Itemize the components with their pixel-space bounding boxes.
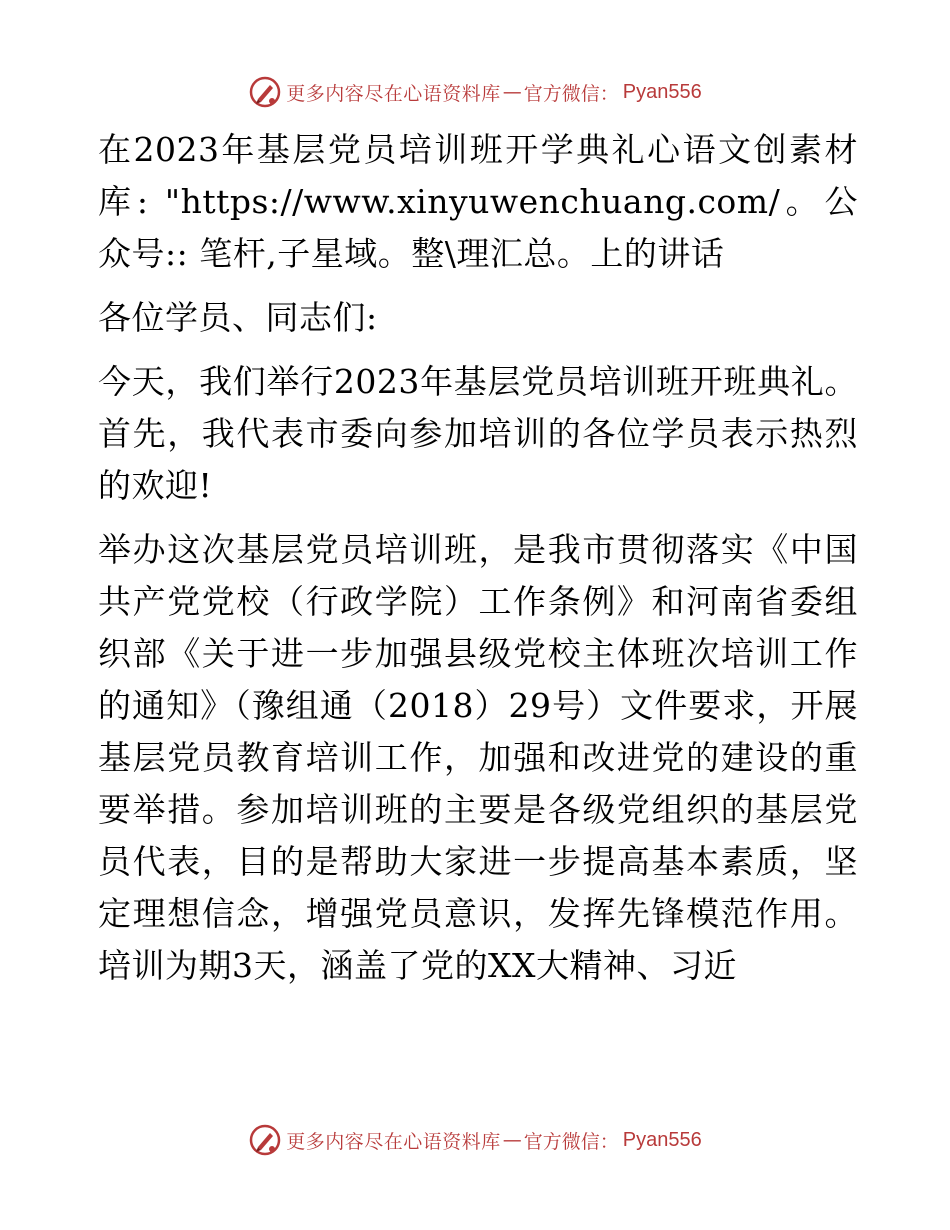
- paragraph-purpose: 举办这次基层党员培训班，是我市贯彻落实《中国共产党党校（行政学院）工作条例》和河南省委组织部《关于进一步加强县级党校主体班次培训工作的通知》（豫组通（2018）29号）文件要求，开展基层党员教育培训工作，加强和改进党的建设的重要举措。参加培训班的主要是各级党组织的基层党员代表，目的是帮助大家进一步提高基本素质，坚定理想信念，增强党员意识，发挥先锋模范作用。培训为期3天，涵盖了党的XX大精神、习近: [98, 530, 858, 985]
- paragraph-welcome: 今天，我们举行2023年基层党员培训班开班典礼。首先，我代表市委向参加培训的各位学员表示热烈的欢迎!: [98, 362, 858, 505]
- document-body: [98, 124, 858, 1004]
- banner-wechat-id: Pyan556: [622, 80, 702, 103]
- banner-separator: —: [502, 1129, 522, 1151]
- banner-brand-text: 更多内容尽在心语资料库: [286, 82, 501, 105]
- banner-separator: —: [502, 81, 522, 103]
- pen-logo-icon: [248, 75, 282, 109]
- banner-wechat-label: 官方微信：: [523, 1130, 619, 1153]
- pen-logo-icon: [248, 1123, 282, 1157]
- banner-brand-text: 更多内容尽在心语资料库: [286, 1130, 501, 1153]
- header-banner: [0, 72, 950, 112]
- banner-wechat-label: 官方微信：: [523, 82, 619, 105]
- salutation: 各位学员、同志们:: [98, 298, 378, 337]
- footer-banner: [0, 1120, 950, 1160]
- banner-wechat-id: Pyan556: [622, 1128, 702, 1151]
- document-title: 在2023年基层党员培训班开学典礼心语文创素材库: "https://www.xinyuwenchuang.com/。公众号:: 笔杆,子星域。整\理汇总。上的讲话: [98, 130, 858, 273]
